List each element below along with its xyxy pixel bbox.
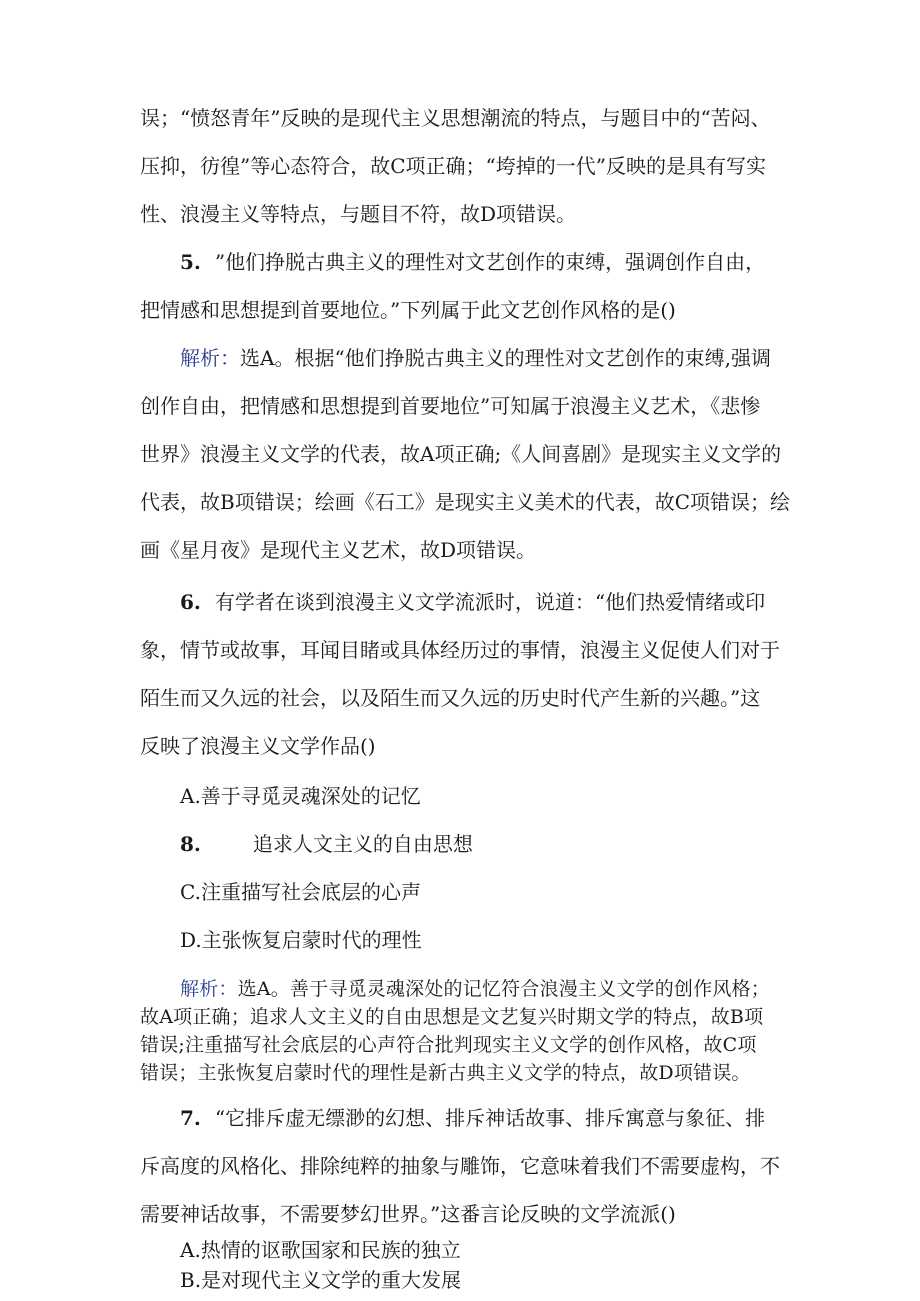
q5-analysis-line-2: 创作自由，把情感和思想提到首要地位”可知属于浪漫主义艺术，《悲惨 <box>140 394 761 418</box>
q7-number: 7. <box>180 1106 201 1130</box>
q6-analysis-line-2: 故A项正确；追求人文主义的自由思想是文艺复兴时期文学的特点，故B项 <box>140 1006 764 1028</box>
q5-analysis-text-1: 选A。根据“他们挣脱古典主义的理性对文艺创作的束缚,强调 <box>240 346 772 370</box>
q6-option-d: D.主张恢复启蒙时代的理性 <box>180 928 422 952</box>
q5-stem-text-1: ”他们挣脱古典主义的理性对文艺创作的束缚，强调创作自由， <box>214 250 766 274</box>
q6-option-a: A.善于寻觅灵魂深处的记忆 <box>180 784 421 808</box>
q6-option-b-number: 8. <box>180 832 201 856</box>
q5-number: 5. <box>180 250 201 274</box>
q5-analysis-line-4: 代表，故B项错误；绘画《石工》是现实主义美术的代表，故C项错误；绘 <box>140 490 790 514</box>
q6-number: 6. <box>180 590 201 614</box>
q6-stem-line-1 <box>180 588 765 616</box>
q7-option-b: B.是对现代主义文学的重大发展 <box>180 1268 462 1292</box>
q6-analysis-label: 解析： <box>180 978 238 1000</box>
q6-stem-line-4: 反映了浪漫主义文学作品() <box>140 734 376 758</box>
q4-tail-line-1: 误；“愤怒青年”反映的是现代主义思想潮流的特点，与题目中的“苦闷、 <box>140 106 771 130</box>
q7-stem-line-1 <box>180 1104 765 1132</box>
q6-stem-line-3: 陌生而又久远的社会，以及陌生而又久远的历史时代产生新的兴趣。”这 <box>140 686 761 710</box>
q7-option-a: A.热情的讴歌国家和民族的独立 <box>180 1238 461 1262</box>
q6-analysis-text-1: 选A。善于寻觅灵魂深处的记忆符合浪漫主义文学的创作风格； <box>237 978 770 1000</box>
q6-analysis-line-3: 错误;注重描写社会底层的心声符合批判现实主义文学的创作风格，故C项 <box>140 1034 757 1056</box>
q5-analysis-line-3: 世界》浪漫主义文学的代表，故A项正确;《人间喜剧》是现实主义文学的 <box>140 442 782 466</box>
q4-tail-line-3: 性、浪漫主义等特点，与题目不符，故D项错误。 <box>140 202 577 226</box>
q7-stem-line-2: 斥高度的风格化、排除纯粹的抽象与雕饰，它意味着我们不需要虚构，不 <box>140 1154 780 1178</box>
q6-stem-line-2: 象，情节或故事，耳闻目睹或具体经历过的事情，浪漫主义促使人们对于 <box>140 638 780 662</box>
q5-stem-line-2: 把情感和思想提到首要地位。”下列属于此文艺创作风格的是() <box>140 298 676 322</box>
q4-tail-line-2: 压抑，彷徨”等心态符合，故C项正确；“垮掉的一代”反映的是具有写实 <box>140 154 766 178</box>
q6-analysis-line-1 <box>180 976 770 1002</box>
q5-stem-line-1 <box>180 248 765 276</box>
q6-option-c: C.注重描写社会底层的心声 <box>180 880 421 904</box>
q6-option-b-text: 追求人文主义的自由思想 <box>252 832 473 856</box>
q7-stem-line-3: 需要神话故事，不需要梦幻世界。”这番言论反映的文学流派() <box>140 1202 676 1226</box>
q5-analysis-line-5: 画《星月夜》是现代主义艺术，故D项错误。 <box>140 538 537 562</box>
q5-analysis-label: 解析： <box>180 346 240 370</box>
q6-analysis-line-4: 错误；主张恢复启蒙时代的理性是新古典主义文学的特点，故D项错误。 <box>140 1062 751 1084</box>
q6-option-b <box>180 830 473 858</box>
q6-stem-text-1: 有学者在谈到浪漫主义文学流派时，说道：“他们热爱情绪或印 <box>214 590 766 614</box>
q7-stem-text-1: “它排斥虚无缥渺的幻想、排斥神话故事、排斥寓意与象征、排 <box>214 1106 766 1130</box>
q5-analysis-line-1 <box>180 344 771 372</box>
